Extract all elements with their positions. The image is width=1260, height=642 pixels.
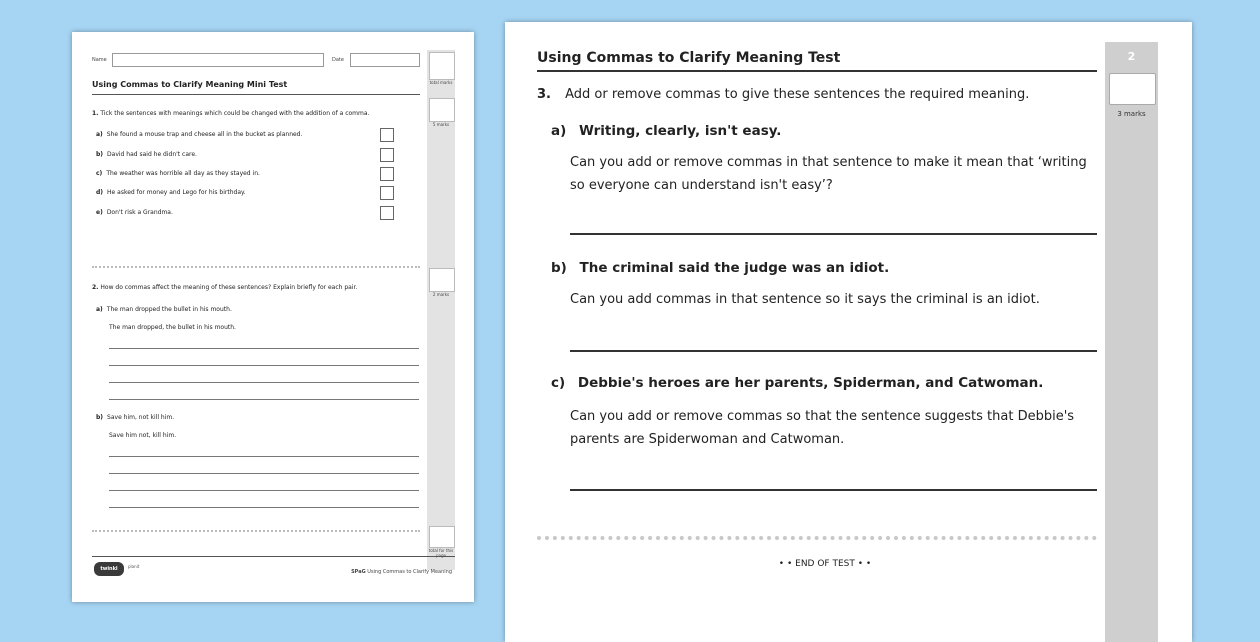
q2-a-second-sentence: The man dropped, the bullet in his mouth. — [109, 324, 236, 331]
item-label: a) — [96, 131, 103, 138]
q3-b-prompt: Can you add commas in that sentence so it says the criminal is an idiot. — [570, 292, 1040, 307]
q3-a-prompt: Can you add or remove commas in that sentence to make it mean that ‘writing so everyone can understand isn't easy’? — [570, 155, 1087, 193]
test-sheet — [505, 22, 1192, 642]
item-label: b) — [551, 260, 567, 276]
test-title: Using Commas to Clarify Meaning Test — [537, 50, 841, 66]
marks-column — [1105, 42, 1158, 642]
q1-item-c — [96, 170, 260, 177]
title-rule — [92, 94, 420, 95]
total-marks-label: total marks — [429, 80, 453, 85]
answer-line[interactable] — [109, 365, 419, 366]
q2-item-b — [96, 414, 174, 421]
answer-line[interactable] — [109, 473, 419, 474]
name-label: Name — [92, 57, 107, 63]
title-rule — [537, 70, 1097, 72]
footer-rule — [92, 556, 455, 557]
q3-item-b — [551, 260, 889, 276]
date-field[interactable] — [350, 53, 420, 67]
item-text: Don't risk a Grandma. — [106, 209, 173, 216]
date-label: Date — [332, 57, 344, 63]
q1-marks-box[interactable] — [429, 98, 455, 122]
question-2-text: How do commas affect the meaning of these sentences? Explain briefly for each pair. — [100, 284, 358, 291]
logo-sub-text: planit — [128, 564, 140, 569]
item-label: a) — [96, 306, 103, 313]
name-field[interactable] — [112, 53, 324, 67]
answer-line[interactable] — [109, 382, 419, 383]
q1-marks-label: 5 marks — [432, 122, 450, 127]
total-marks-box[interactable] — [429, 52, 455, 80]
tick-box-a[interactable] — [380, 128, 394, 142]
question-number-badge: 2 — [1127, 50, 1136, 63]
page-total-label: total for this — [428, 548, 454, 553]
item-label: c) — [96, 170, 103, 177]
question-2-number: 2. — [92, 284, 99, 291]
q3-c-prompt: Can you add or remove commas so that the sentence suggests that Debbie's parents are Spiderwoman and Catwoman. — [570, 409, 1075, 447]
q3-item-a — [551, 123, 781, 139]
q2-marks-box[interactable] — [429, 268, 455, 292]
tick-box-d[interactable] — [380, 186, 394, 200]
q1-item-a — [96, 131, 302, 138]
end-of-test: • • END OF TEST • • — [778, 559, 872, 569]
section-divider — [92, 530, 420, 532]
footer-title: Using Commas to Clarify Meaning — [367, 569, 452, 575]
q1-item-b — [96, 151, 197, 158]
answer-line-a[interactable] — [570, 233, 1097, 235]
marks-box[interactable] — [1109, 73, 1156, 105]
mini-test-sheet — [72, 32, 474, 602]
item-label: d) — [96, 189, 104, 196]
question-1 — [92, 110, 369, 117]
page-total-box[interactable] — [429, 526, 455, 548]
q3-item-c — [551, 375, 1043, 391]
item-label: c) — [551, 375, 566, 391]
tick-box-b[interactable] — [380, 148, 394, 162]
answer-line[interactable] — [109, 348, 419, 349]
marks-column — [427, 50, 455, 570]
item-label: b) — [96, 414, 104, 421]
answer-line[interactable] — [109, 507, 419, 508]
question-3 — [537, 87, 1029, 102]
section-divider — [537, 536, 1097, 540]
answer-line-b[interactable] — [570, 350, 1097, 352]
logo-text: twinkl — [100, 566, 118, 572]
item-sentence: The criminal said the judge was an idiot. — [579, 260, 890, 276]
item-label: e) — [96, 209, 103, 216]
footer-text — [351, 569, 452, 575]
item-text: Save him, not kill him. — [107, 414, 175, 421]
answer-line-c[interactable] — [570, 489, 1097, 491]
answer-line[interactable] — [109, 456, 419, 457]
question-3-number: 3. — [537, 87, 551, 102]
question-1-text: Tick the sentences with meanings which could be changed with the addition of a comma. — [100, 110, 370, 117]
item-text: The weather was horrible all day as they stayed in. — [106, 170, 260, 177]
q2-b-second-sentence: Save him not, kill him. — [109, 432, 177, 439]
q1-item-d — [96, 189, 246, 196]
marks-label: 3 marks — [1117, 110, 1146, 118]
item-text: She found a mouse trap and cheese all in the bucket as planned. — [106, 131, 303, 138]
tick-box-c[interactable] — [380, 167, 394, 181]
tick-box-e[interactable] — [380, 206, 394, 220]
question-1-number: 1. — [92, 110, 99, 117]
question-3-text: Add or remove commas to give these sentences the required meaning. — [565, 87, 1030, 102]
item-text: He asked for money and Lego for his birthday. — [107, 189, 246, 196]
q2-marks-label: 2 marks — [432, 292, 450, 297]
mini-test-title: Using Commas to Clarify Meaning Mini Test — [92, 80, 288, 89]
twinkl-logo-icon — [94, 562, 124, 576]
item-sentence: Writing, clearly, isn't easy. — [578, 123, 782, 139]
section-divider — [92, 266, 420, 268]
answer-line[interactable] — [109, 399, 419, 400]
item-sentence: Debbie's heroes are her parents, Spiderman, and Catwoman. — [577, 375, 1044, 391]
question-2 — [92, 284, 357, 291]
item-text: David had said he didn't care. — [107, 151, 197, 158]
q2-item-a — [96, 306, 232, 313]
item-text: The man dropped the bullet in his mouth. — [106, 306, 232, 313]
footer-prefix: SPaG — [351, 569, 366, 575]
item-label: a) — [551, 123, 567, 139]
answer-line[interactable] — [109, 490, 419, 491]
item-label: b) — [96, 151, 104, 158]
q1-item-e — [96, 209, 173, 216]
